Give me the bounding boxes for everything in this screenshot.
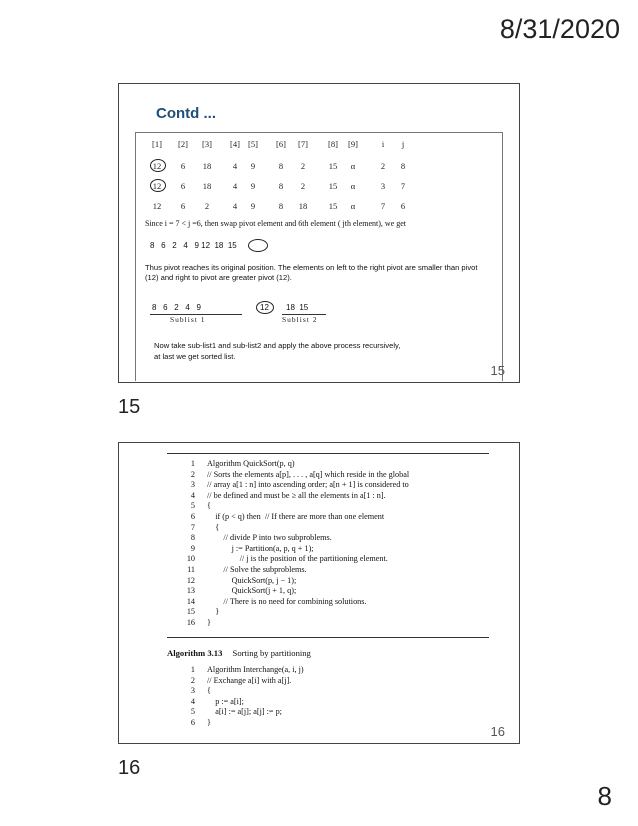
code-text: // j is the position of the partitioning element. (207, 554, 388, 564)
code-line (167, 676, 304, 687)
code-text: // Exchange a[i] with a[j]. (207, 675, 292, 685)
line-number: 4 (190, 696, 195, 706)
sublist-2-label: Sublist 2 (282, 315, 318, 324)
code-line (167, 554, 409, 565)
code-text: // array a[1 : n] into ascending order; a[n + 1] is considered to (207, 480, 409, 490)
array-cell: 12 (152, 181, 162, 191)
slide-number: 16 (490, 724, 505, 739)
array-cell: 4 (232, 181, 238, 191)
code-text: Algorithm QuickSort(p, q) (207, 459, 295, 468)
recursion-note-line-2: at last we get sorted list. (154, 352, 236, 361)
code-text: // Sorts the elements a[p], . . . , a[q] which reside in the global (207, 469, 410, 479)
code-line (167, 565, 409, 576)
line-number: 6 (190, 511, 195, 521)
line-number: 16 (186, 617, 195, 627)
code-text: QuickSort(j + 1, q); (207, 586, 297, 596)
array-cell: 6 (180, 161, 186, 171)
swap-result-sequence: 8 6 2 4 9 12 18 15 (150, 241, 237, 250)
array-cell: 2 (204, 201, 210, 211)
array-cell: [9] (348, 139, 358, 149)
line-number: 1 (190, 459, 195, 468)
code-line (167, 544, 409, 555)
array-cell: α (350, 181, 356, 191)
code-text: { (207, 686, 211, 696)
code-line (167, 512, 409, 523)
array-cell: 4 (232, 161, 238, 171)
array-cell: α (350, 201, 356, 211)
interchange-algorithm (167, 665, 304, 729)
array-cell: [4] (230, 139, 240, 149)
code-line (167, 697, 304, 708)
pivot-value: 12 (260, 303, 269, 312)
array-cell: 9 (250, 181, 256, 191)
code-line (167, 459, 409, 470)
code-text: // be defined and must be ≥ all the elements in a[1 : n]. (207, 490, 386, 500)
slide-label: 15 (118, 396, 141, 418)
caption-text: Sorting by partitioning (232, 648, 311, 658)
code-text: Algorithm Interchange(a, i, j) (207, 665, 304, 674)
slide-label: 16 (118, 757, 141, 779)
code-line (167, 665, 304, 676)
bottom-rule (167, 637, 489, 638)
array-cell: 9 (250, 201, 256, 211)
array-cell: 7 (380, 201, 386, 211)
pivot-circle (248, 239, 268, 252)
code-text: { (207, 522, 220, 532)
array-cell: 15 (328, 181, 338, 191)
array-cell: 18 (202, 161, 212, 171)
code-text: if (p < q) then // If there are more than one element (207, 511, 385, 521)
sublist-2-values: 18 15 (286, 303, 309, 312)
array-cell: 12 (152, 201, 162, 211)
page-number: 8 (597, 781, 612, 811)
line-number: 5 (190, 501, 195, 511)
recursion-note-line-1: Now take sub-list1 and sub-list2 and apply the above process recursively, (154, 341, 401, 350)
slide-title: Contd ... (156, 105, 216, 122)
array-cell: 15 (328, 161, 338, 171)
code-line (167, 718, 304, 729)
top-rule (167, 453, 489, 454)
line-number: 9 (190, 543, 195, 553)
line-number: 11 (187, 564, 195, 574)
array-cell: [6] (276, 139, 286, 149)
array-cell: 15 (328, 201, 338, 211)
code-line (167, 586, 409, 597)
sublist-1-label: Sublist 1 (170, 315, 206, 324)
line-number: 5 (190, 707, 195, 717)
code-line (167, 470, 409, 481)
code-text: QuickSort(p, j − 1); (207, 575, 297, 585)
array-cell: 6 (400, 201, 406, 211)
slide-number: 15 (490, 363, 505, 378)
array-cell: 6 (180, 201, 186, 211)
pivot-circle (150, 179, 166, 192)
array-cell: 8 (278, 161, 284, 171)
code-line (167, 707, 304, 718)
quicksort-algorithm (167, 459, 409, 629)
array-row-3 (136, 201, 502, 214)
array-cell: 18 (202, 181, 212, 191)
array-cell: i (381, 139, 385, 149)
caption-label: Algorithm 3.13 (167, 648, 223, 658)
array-cell: 3 (380, 181, 386, 191)
line-number: 3 (190, 480, 195, 490)
code-line (167, 533, 409, 544)
code-line (167, 576, 409, 587)
slide-15 (118, 83, 520, 383)
array-cell: 7 (400, 181, 406, 191)
code-text: // There is no need for combining solutions. (207, 596, 367, 606)
line-number: 4 (190, 490, 195, 500)
code-text: } (207, 617, 211, 627)
code-text: } (207, 717, 211, 727)
array-cell: 2 (300, 161, 306, 171)
code-text: { (207, 501, 211, 511)
sublist-1-values: 8 6 2 4 9 (152, 303, 201, 312)
line-number: 2 (190, 469, 195, 479)
pivot-explanation: Thus pivot reaches its original position. The elements on left to the right pivot are smaller than pivot (12) and right to pivot are greater pivot (12). (145, 263, 478, 282)
pivot-circle (256, 301, 274, 314)
code-text: } (207, 607, 220, 617)
array-cell: [7] (298, 139, 308, 149)
code-line (167, 686, 304, 697)
line-number: 10 (186, 554, 195, 564)
line-number: 1 (190, 665, 195, 674)
array-cell: 18 (298, 201, 308, 211)
code-line (167, 607, 409, 618)
array-row-1 (136, 161, 502, 174)
code-line (167, 618, 409, 629)
date-header: 8/31/2020 (499, 14, 620, 44)
array-cell: α (350, 161, 356, 171)
array-cell: [5] (248, 139, 258, 149)
array-cell: 2 (300, 181, 306, 191)
slide-15-content-box (135, 105, 503, 381)
array-cell: 8 (278, 181, 284, 191)
swap-explanation: Since i = 7 < j =6, then swap pivot element and 6th element ( jth element), we get (145, 219, 407, 228)
array-cell: 12 (152, 161, 162, 171)
code-line (167, 523, 409, 534)
line-number: 12 (186, 575, 195, 585)
line-number: 2 (190, 675, 195, 685)
code-line (167, 480, 409, 491)
line-number: 15 (186, 607, 195, 617)
algorithm-caption (167, 648, 311, 658)
array-cell: 8 (400, 161, 406, 171)
array-cell: 9 (250, 161, 256, 171)
code-text: j := Partition(a, p, q + 1); (207, 543, 314, 553)
code-text: a[i] := a[j]; a[j] := p; (207, 707, 282, 717)
code-line (167, 491, 409, 502)
array-row-2 (136, 181, 502, 194)
code-line (167, 597, 409, 608)
array-cell: 4 (232, 201, 238, 211)
array-cell: 6 (180, 181, 186, 191)
array-cell: j (401, 139, 405, 149)
array-cell: [3] (202, 139, 212, 149)
array-cell: [8] (328, 139, 338, 149)
line-number: 8 (190, 533, 195, 543)
code-text: // divide P into two subproblems. (207, 533, 332, 543)
code-line (167, 501, 409, 512)
array-cell: [2] (178, 139, 188, 149)
code-text: p := a[i]; (207, 696, 244, 706)
pivot-circle (150, 159, 166, 172)
code-text: // Solve the subproblems. (207, 564, 307, 574)
line-number: 6 (190, 717, 195, 727)
array-index-row (136, 139, 502, 152)
slide-16 (118, 442, 520, 744)
array-cell: 8 (278, 201, 284, 211)
line-number: 14 (186, 596, 195, 606)
line-number: 3 (190, 686, 195, 696)
array-cell: 2 (380, 161, 386, 171)
line-number: 13 (186, 586, 195, 596)
array-cell: [1] (152, 139, 162, 149)
line-number: 7 (190, 522, 195, 532)
